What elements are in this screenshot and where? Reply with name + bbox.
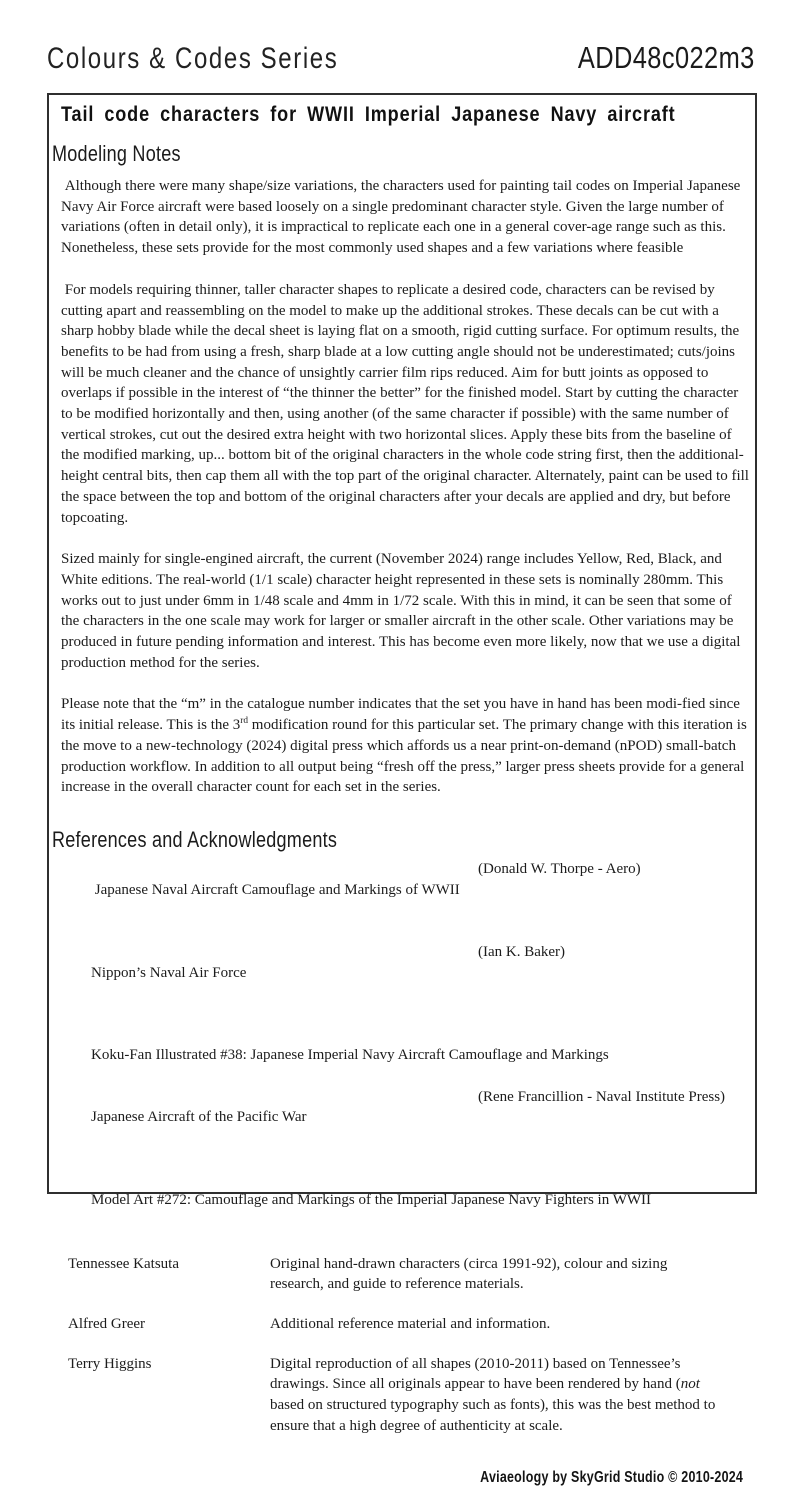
reference-item [61, 1170, 743, 1232]
paragraph-3: Sized mainly for single-engined aircraft, the current (November 2024) range includes Yellow, Red, Black, and White editions. The real-world (1/1 scale) character height represented in these sets is nominally 280mm. This works out to just under 6mm in 1/48 scale and 4mm in 1/72 scale. With this in mind, it can be seen that some of the characters in the one scale may work for larger or smaller aircraft in the other scale. Other variations may be produced in future pending information and interest. This has become even more likely, now that we use a digital production method for the series. [61, 551, 745, 671]
contributor-description-italic: not [680, 1376, 700, 1393]
contributor-description: Original hand-drawn characters (circa 1991-92), colour and sizing research, and guide to reference materials. [270, 1255, 672, 1293]
page-header [47, 40, 755, 76]
sheet-title: Tail code characters for WWII Imperial Japanese Navy aircraft [61, 103, 676, 126]
contributor-name: Alfred Greer [68, 1316, 146, 1333]
contributor-name: Tennessee Katsuta [68, 1255, 179, 1272]
paragraph-4-text: Please note that the “m” in the catalogue number indicates that the set you have in hand has been modi-fied since its initial release. This is the 3 [61, 696, 744, 734]
paragraph-4 [61, 694, 749, 798]
paragraph-2: For models requiring thinner, taller character shapes to replicate a desired code, characters can be revised by cutting apart and reassembling on the model to make up the additional strokes. These decals can be cut with a sharp hobby blade while the decal sheet is laying flat on a smooth, rigid cutting surface. For optimum results, the benefits to be had from using a fresh, sharp blade at a low cutting angle should not be underestimated; cuts/joins will be much cleaner and the chance of unsightly carrier film rips reduced. Aim for butt joints as opposed to overlaps if possible in the interest of “the thinner the better” for the finished model. Start by cutting the character to be modified horizontally and then, using another (of the same character if possible) with the same number of vertical strokes, cut out the desired extra height with two horizontal slices. Apply these bits from the baseline of the modified marking, up... bottom bit of the original characters in the whole code string first, then the additional-height central bits, then cap them all with the top part of the original character. Alternately, paint can be used to fill the space between the top and bottom of the original characters after your decals are applied and dry, but before topcoating. [61, 281, 753, 526]
publisher-credit: Aviaeology by SkyGrid Studio © 2010-2024 [480, 1468, 743, 1486]
contributor-description-text: Digital reproduction of all shapes (2010-2011) based on Tennessee’s drawings. Since all originals appear to have been rendered by hand ( [270, 1355, 685, 1393]
reference-author: (Rene Francillion - Naval Institute Press) [478, 1088, 726, 1105]
reference-item [61, 942, 743, 1025]
reference-title: Japanese Aircraft of the Pacific War [91, 1109, 307, 1126]
ordinal-superscript: rd [240, 716, 249, 727]
series-title: Colours & Codes Series [47, 42, 339, 75]
reference-title: Model Art #272: Camouflage and Markings of the Imperial Japanese Navy Fighters in WWII [91, 1192, 652, 1209]
reference-author: (Ian K. Baker) [478, 943, 566, 960]
reference-author: (Donald W. Thorpe - Aero) [478, 860, 641, 877]
contributor-row [61, 1254, 743, 1295]
contributors-table [61, 1254, 743, 1437]
contributor-description: Additional reference material and information. [270, 1316, 551, 1333]
contributor-row [61, 1314, 743, 1335]
reference-item [61, 1087, 743, 1170]
contributor-description-text-cont: based on structured typography such as fonts), this was the best method to ensure that a high degree of authenticity at scale. [270, 1376, 720, 1434]
catalogue-number: ADD48c022m3 [578, 40, 755, 75]
reference-item [61, 859, 743, 942]
reference-title: Japanese Naval Aircraft Camouflage and Markings of WWII [91, 881, 460, 898]
paragraph-4-text-cont: modification round for this particular set. The primary change with this iteration is the move to a new-technology (2024) digital press which affords us a near print-on-demand (nPOD) small-batch production workflow. In addition to all output being “fresh off the press,” larger press sheets provide for a general increase in the overall character count for each set in the series. [61, 717, 751, 796]
contributor-row [61, 1354, 743, 1437]
reference-title: Nippon’s Naval Air Force [91, 964, 247, 981]
modeling-notes-heading: Modeling Notes [52, 141, 181, 166]
reference-title: Koku-Fan Illustrated #38: Japanese Imperial Navy Aircraft Camouflage and Markings [91, 1047, 609, 1064]
reference-item [61, 1025, 743, 1087]
publisher-footer [61, 1469, 743, 1487]
contributor-description [270, 1354, 720, 1437]
references-heading: References and Acknowledgments [52, 826, 338, 852]
contributor-name: Terry Higgins [68, 1355, 152, 1372]
sheet-border-box [47, 93, 757, 1486]
paragraph-1: Although there were many shape/size variations, the characters used for painting tail codes on Imperial Japanese Navy Air Force aircraft were based loosely on a single predominant character style. Given the large number of variations (often in detail only), it is impractical to replicate each one in a general cover-age range such as this. Nonetheless, these sets provide for the most commonly used shapes and a few variations where feasible [61, 178, 745, 257]
references-list [61, 859, 743, 1232]
